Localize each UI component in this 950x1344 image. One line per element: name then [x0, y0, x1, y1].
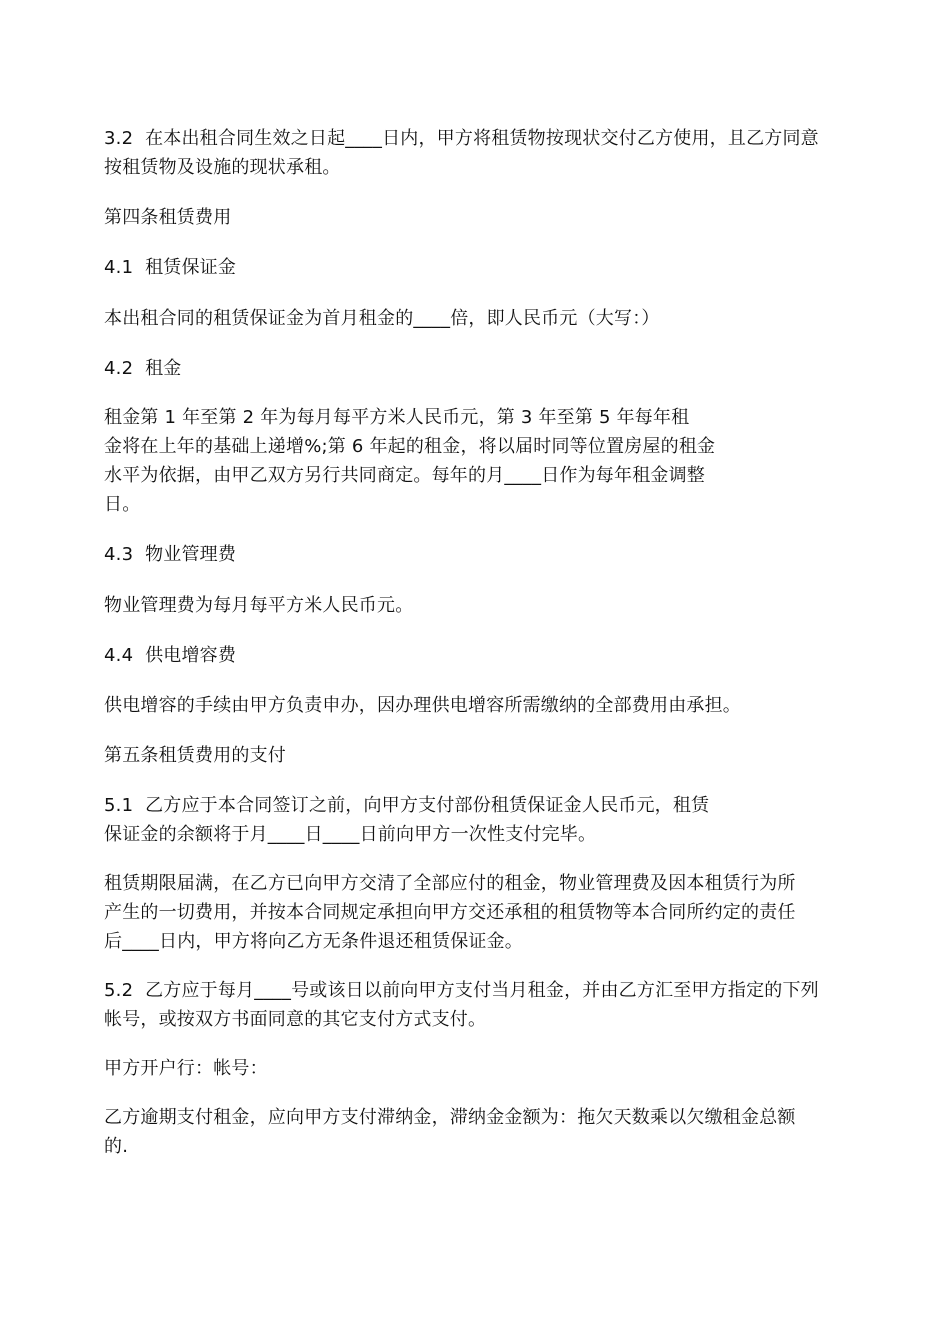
text-line: 帐号，或按双方书面同意的其它支付方式支付。 — [104, 1009, 487, 1030]
text-line: 5.1 乙方应于本合同签订之前，向甲方支付部份租赁保证金人民币元，租赁 — [104, 795, 710, 816]
article-4-heading — [104, 203, 231, 232]
text-line: 乙方逾期支付租金，应向甲方支付滞纳金，滞纳金金额为：拖欠天数乘以欠缴租金总额 — [104, 1107, 796, 1128]
text-line: 的. — [104, 1136, 129, 1157]
text-line: 4.4 供电增容费 — [104, 645, 237, 666]
deposit-refund-paragraph — [104, 869, 796, 956]
clause-4-4-body — [104, 691, 741, 720]
text-line: 租赁期限届满，在乙方已向甲方交清了全部应付的租金，物业管理费及因本租赁行为所 — [104, 873, 796, 894]
clause-4-3-body — [104, 591, 413, 620]
text-line: 5.2 乙方应于每月____号或该日以前向甲方支付当月租金，并由乙方汇至甲方指定的下列 — [104, 980, 819, 1001]
text-line: 保证金的余额将于月____日____日前向甲方一次性支付完毕。 — [104, 824, 597, 845]
text-line: 物业管理费为每月每平方米人民币元。 — [104, 595, 414, 616]
text-line: 第四条租赁费用 — [104, 207, 232, 228]
clause-4-2-body — [104, 403, 715, 519]
text-line: 日。 — [104, 494, 141, 515]
article-5-heading — [104, 741, 286, 770]
text-line: 4.1 租赁保证金 — [104, 257, 237, 278]
text-line: 4.3 物业管理费 — [104, 544, 237, 565]
text-line: 后____日内，甲方将向乙方无条件退还租赁保证金。 — [104, 931, 523, 952]
text-line: 金将在上年的基础上递增%;第 6 年起的租金，将以届时同等位置房屋的租金 — [104, 436, 716, 457]
text-line: 水平为依据，由甲乙双方另行共同商定。每年的月____日作为每年租金调整 — [104, 465, 705, 486]
clause-5-2 — [104, 976, 819, 1034]
clause-4-2-heading — [104, 354, 181, 383]
clause-4-1-body — [104, 304, 660, 333]
clause-3-2 — [104, 124, 819, 182]
clause-4-3-heading — [104, 540, 236, 569]
text-line: 3.2 在本出租合同生效之日起____日内，甲方将租赁物按现状交付乙方使用，且乙方同意 — [104, 128, 819, 149]
clause-4-4-heading — [104, 641, 236, 670]
text-line: 甲方开户行：帐号： — [104, 1058, 268, 1079]
clause-5-1 — [104, 791, 709, 849]
text-line: 按租赁物及设施的现状承租。 — [104, 157, 341, 178]
clause-4-1-heading — [104, 253, 236, 282]
text-line: 本出租合同的租赁保证金为首月租金的____倍，即人民币元（大写：） — [104, 308, 660, 329]
late-fee-paragraph — [104, 1103, 796, 1161]
text-line: 供电增容的手续由甲方负责申办，因办理供电增容所需缴纳的全部费用由承担。 — [104, 695, 741, 716]
text-line: 产生的一切费用，并按本合同规定承担向甲方交还承租的租赁物等本合同所约定的责任 — [104, 902, 796, 923]
bank-account-line — [104, 1054, 268, 1083]
text-line: 租金第 1 年至第 2 年为每月每平方米人民币元，第 3 年至第 5 年每年租 — [104, 407, 690, 428]
text-line: 第五条租赁费用的支付 — [104, 745, 286, 766]
text-line: 4.2 租金 — [104, 358, 182, 379]
